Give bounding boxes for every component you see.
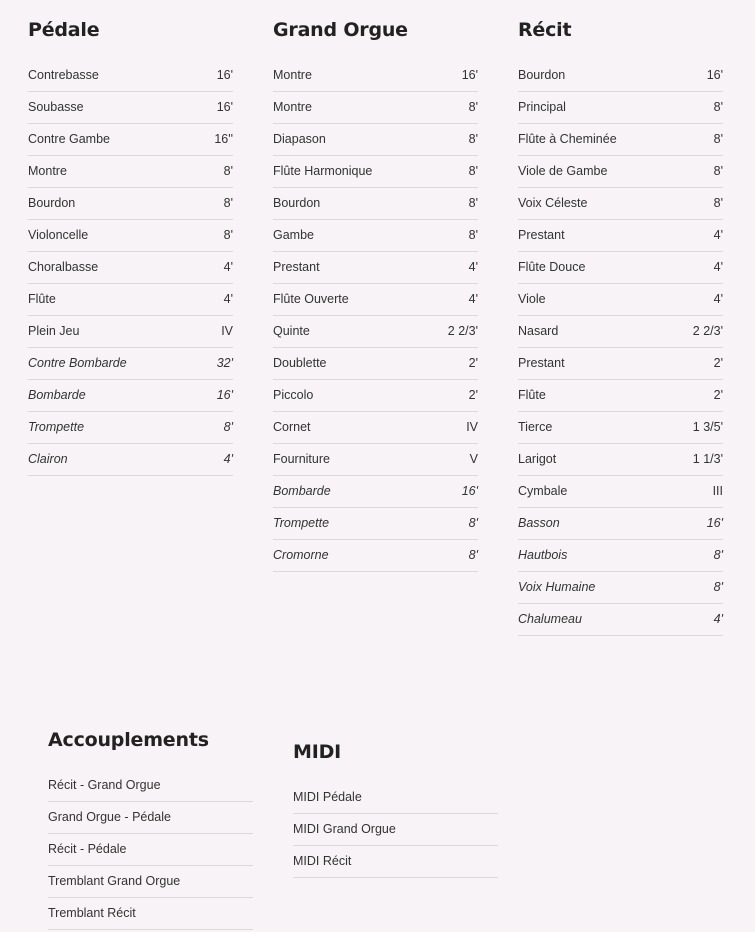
stop-row bbox=[518, 380, 723, 412]
stop-size: 16' bbox=[461, 68, 478, 82]
stop-size: 8' bbox=[468, 164, 478, 178]
stop-row bbox=[28, 124, 233, 156]
midi-item-label: MIDI Récit bbox=[293, 854, 352, 868]
stop-name: Montre bbox=[273, 68, 312, 82]
stop-row bbox=[518, 156, 723, 188]
stop-size: 8' bbox=[468, 196, 478, 210]
stop-row bbox=[273, 60, 478, 92]
stop-name: Viole bbox=[518, 292, 546, 306]
stop-row bbox=[28, 252, 233, 284]
stop-row bbox=[518, 348, 723, 380]
stop-name: Soubasse bbox=[28, 100, 84, 114]
stop-size: 16' bbox=[461, 484, 478, 498]
accouplements-list bbox=[48, 770, 253, 930]
stop-row bbox=[518, 508, 723, 540]
accouplements-title: Accouplements bbox=[48, 729, 209, 751]
stop-size: 8' bbox=[468, 516, 478, 530]
division-title: Récit bbox=[518, 19, 572, 41]
stop-name: Voix Humaine bbox=[518, 580, 596, 594]
division-title: Pédale bbox=[28, 19, 100, 41]
stop-size: 8' bbox=[468, 132, 478, 146]
stop-size: 8' bbox=[713, 548, 723, 562]
stop-name: Principal bbox=[518, 100, 566, 114]
stop-name: Contre Gambe bbox=[28, 132, 110, 146]
stop-name: Piccolo bbox=[273, 388, 314, 402]
stop-name: Flûte à Cheminée bbox=[518, 132, 617, 146]
stop-name: Prestant bbox=[518, 228, 565, 242]
stop-row bbox=[273, 348, 478, 380]
stop-name: Contrebasse bbox=[28, 68, 99, 82]
stop-name: Cornet bbox=[273, 420, 311, 434]
stop-name: Quinte bbox=[273, 324, 310, 338]
stop-size: 8' bbox=[468, 100, 478, 114]
stop-list bbox=[28, 60, 233, 476]
stop-size: 4' bbox=[713, 228, 723, 242]
stop-size: 2' bbox=[713, 356, 723, 370]
stop-name: Bourdon bbox=[518, 68, 566, 82]
stop-size: 4' bbox=[713, 612, 723, 626]
stop-row bbox=[273, 508, 478, 540]
stop-row bbox=[518, 604, 723, 636]
stop-row bbox=[28, 348, 233, 380]
stop-row bbox=[273, 124, 478, 156]
stop-name: Contre Bombarde bbox=[28, 356, 127, 370]
accouplements-item-label: Tremblant Récit bbox=[48, 906, 136, 920]
accouplements-section bbox=[48, 728, 253, 930]
stop-row bbox=[518, 188, 723, 220]
midi-item bbox=[293, 846, 498, 878]
stop-size: V bbox=[469, 452, 478, 466]
stop-size: 16' bbox=[706, 516, 723, 530]
stop-row bbox=[28, 380, 233, 412]
stop-size: 16'' bbox=[214, 132, 233, 146]
stop-row bbox=[273, 380, 478, 412]
stop-row bbox=[28, 316, 233, 348]
accouplements-item-label: Récit - Pédale bbox=[48, 842, 127, 856]
stop-size: 2' bbox=[468, 356, 478, 370]
stop-name: Trompette bbox=[273, 516, 330, 530]
stop-name: Flûte Harmonique bbox=[273, 164, 373, 178]
stop-size: 8' bbox=[223, 196, 233, 210]
stop-row bbox=[518, 252, 723, 284]
midi-item-label: MIDI Pédale bbox=[293, 790, 362, 804]
stop-name: Doublette bbox=[273, 356, 327, 370]
accouplements-item-label: Récit - Grand Orgue bbox=[48, 778, 161, 792]
stop-row bbox=[518, 92, 723, 124]
stop-row bbox=[273, 188, 478, 220]
stop-row bbox=[518, 572, 723, 604]
stop-row bbox=[28, 156, 233, 188]
stop-size: 4' bbox=[468, 260, 478, 274]
stop-size: 8' bbox=[713, 132, 723, 146]
stop-row bbox=[28, 284, 233, 316]
stop-row bbox=[518, 124, 723, 156]
stop-size: 16' bbox=[216, 68, 233, 82]
stop-name: Montre bbox=[28, 164, 67, 178]
stop-row bbox=[28, 220, 233, 252]
stop-name: Prestant bbox=[518, 356, 565, 370]
stop-size: 8' bbox=[223, 228, 233, 242]
stop-size: 16' bbox=[706, 68, 723, 82]
stop-size: 2' bbox=[468, 388, 478, 402]
accouplements-item bbox=[48, 866, 253, 898]
accouplements-item-label: Grand Orgue - Pédale bbox=[48, 810, 171, 824]
stop-row bbox=[518, 476, 723, 508]
division-pedale bbox=[28, 18, 233, 476]
stop-size: 8' bbox=[223, 164, 233, 178]
stop-row bbox=[28, 92, 233, 124]
midi-title: MIDI bbox=[293, 741, 342, 763]
stop-size: 4' bbox=[223, 292, 233, 306]
stop-size: 8' bbox=[468, 228, 478, 242]
stop-name: Bourdon bbox=[273, 196, 321, 210]
stop-size: 4' bbox=[713, 292, 723, 306]
stop-row bbox=[273, 220, 478, 252]
stop-row bbox=[273, 476, 478, 508]
division-recit bbox=[518, 18, 723, 636]
division-title: Grand Orgue bbox=[273, 19, 408, 41]
stop-name: Prestant bbox=[273, 260, 320, 274]
stop-row bbox=[518, 220, 723, 252]
stop-name: Nasard bbox=[518, 324, 559, 338]
stop-name: Basson bbox=[518, 516, 560, 530]
stop-size: 8' bbox=[223, 420, 233, 434]
stop-list bbox=[273, 60, 478, 572]
stop-size: 4' bbox=[223, 452, 233, 466]
stop-size: 16' bbox=[216, 388, 233, 402]
stop-size: 4' bbox=[713, 260, 723, 274]
stop-size: 32' bbox=[216, 356, 233, 370]
stop-name: Montre bbox=[273, 100, 312, 114]
division-grand-orgue bbox=[273, 18, 478, 572]
stop-size: 1 1/3' bbox=[692, 452, 723, 466]
stop-name: Bourdon bbox=[28, 196, 76, 210]
stop-name: Flûte bbox=[518, 388, 546, 402]
stop-size: 8' bbox=[713, 100, 723, 114]
stop-name: Violoncelle bbox=[28, 228, 89, 242]
stop-name: Larigot bbox=[518, 452, 557, 466]
stop-row bbox=[273, 412, 478, 444]
stop-row bbox=[273, 316, 478, 348]
stop-size: 16' bbox=[216, 100, 233, 114]
stop-name: Plein Jeu bbox=[28, 324, 80, 338]
stop-size: 4' bbox=[223, 260, 233, 274]
stop-row bbox=[518, 60, 723, 92]
accouplements-item bbox=[48, 770, 253, 802]
stop-name: Viole de Gambe bbox=[518, 164, 608, 178]
midi-item-label: MIDI Grand Orgue bbox=[293, 822, 396, 836]
midi-list bbox=[293, 782, 498, 878]
stop-name: Trompette bbox=[28, 420, 85, 434]
stop-name: Clairon bbox=[28, 452, 68, 466]
stop-name: Tierce bbox=[518, 420, 553, 434]
accouplements-item bbox=[48, 834, 253, 866]
stop-name: Cromorne bbox=[273, 548, 329, 562]
stop-row bbox=[28, 412, 233, 444]
stop-name: Gambe bbox=[273, 228, 314, 242]
stop-row bbox=[273, 92, 478, 124]
stop-name: Flûte Ouverte bbox=[273, 292, 349, 306]
accouplements-item bbox=[48, 802, 253, 834]
stop-name: Bombarde bbox=[28, 388, 86, 402]
stop-row bbox=[518, 316, 723, 348]
stop-name: Voix Céleste bbox=[518, 196, 588, 210]
accouplements-item-label: Tremblant Grand Orgue bbox=[48, 874, 181, 888]
stop-size: 2 2/3' bbox=[692, 324, 723, 338]
stop-size: IV bbox=[221, 324, 233, 338]
stop-row bbox=[28, 60, 233, 92]
stop-name: Cymbale bbox=[518, 484, 568, 498]
stop-row bbox=[273, 156, 478, 188]
stop-name: Bombarde bbox=[273, 484, 331, 498]
stop-row bbox=[518, 284, 723, 316]
stop-row bbox=[518, 444, 723, 476]
stop-name: Flûte bbox=[28, 292, 56, 306]
stop-row bbox=[28, 444, 233, 476]
midi-item bbox=[293, 814, 498, 846]
stop-row bbox=[518, 540, 723, 572]
stop-size: 1 3/5' bbox=[692, 420, 723, 434]
accouplements-item bbox=[48, 898, 253, 930]
stop-size: 8' bbox=[713, 164, 723, 178]
stop-row bbox=[28, 188, 233, 220]
stop-size: 2' bbox=[713, 388, 723, 402]
stop-size: 8' bbox=[713, 580, 723, 594]
stop-size: 8' bbox=[713, 196, 723, 210]
stop-size: III bbox=[712, 484, 723, 498]
stop-size: 2 2/3' bbox=[447, 324, 478, 338]
stop-row bbox=[518, 412, 723, 444]
stop-name: Choralbasse bbox=[28, 260, 99, 274]
stop-size: 8' bbox=[468, 548, 478, 562]
stop-name: Fourniture bbox=[273, 452, 330, 466]
stop-row bbox=[273, 284, 478, 316]
stop-name: Diapason bbox=[273, 132, 326, 146]
stop-row bbox=[273, 540, 478, 572]
stop-row bbox=[273, 444, 478, 476]
stop-name: Flûte Douce bbox=[518, 260, 586, 274]
midi-item bbox=[293, 782, 498, 814]
stop-list bbox=[518, 60, 723, 636]
stop-size: 4' bbox=[468, 292, 478, 306]
stop-size: IV bbox=[466, 420, 478, 434]
stop-row bbox=[273, 252, 478, 284]
stop-name: Chalumeau bbox=[518, 612, 582, 626]
midi-section bbox=[293, 740, 498, 878]
stop-name: Hautbois bbox=[518, 548, 568, 562]
